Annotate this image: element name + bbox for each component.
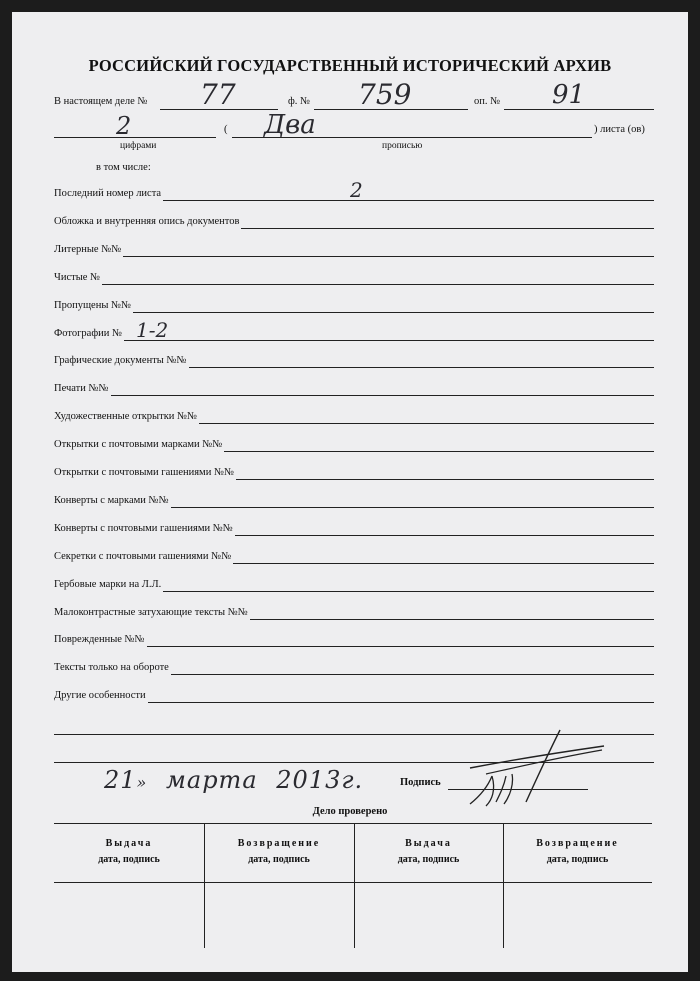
sheets-digits-line [54,137,216,138]
sheets-digits-value: 2 [116,112,132,140]
field-label: Конверты с марками №№ [54,495,169,506]
table-column-title: Возвращение [536,838,619,849]
sheets-words-value: Два [264,110,316,140]
table-column-subtitle: дата, подпись [397,854,460,865]
field-line [148,702,654,703]
field-label: Тексты только на обороте [54,662,169,673]
table-column-subtitle: дата, подпись [546,854,609,865]
field-label: Поврежденные №№ [54,634,145,645]
case-checked-label: Дело проверено [312,806,388,817]
table-column-title: Выдача [405,838,452,849]
field-label: Другие особенности [54,690,146,701]
case-number-label: В настоящем деле № [54,96,148,107]
date-year: 2013г. [276,766,364,794]
opis-label: оп. № [474,96,501,107]
field-value: 2 [350,178,363,202]
field-line [171,507,654,508]
date-month: марта [165,766,258,794]
field-line [241,228,654,229]
digits-caption: цифрами [120,141,157,151]
signature-scribble-icon [452,724,612,808]
words-caption: прописью [382,141,423,151]
field-line [124,340,654,341]
field-line [224,451,654,452]
field-line [236,479,654,480]
field-label: Гербовые марки на Л.Л. [54,579,162,590]
fond-value: 759 [358,78,412,111]
field-line [111,395,654,396]
table-column-title: Выдача [105,838,153,849]
date-value: 21» марта 2013г. [104,766,364,794]
field-line [163,591,654,592]
table-header-border [54,882,652,883]
including-label: в том числе: [96,162,151,173]
table-column-title: Возвращение [237,838,321,849]
field-label: Чистые № [54,272,101,283]
field-label: Секретки с почтовыми гашениями №№ [54,551,232,562]
field-line [250,619,654,620]
field-line [233,563,654,564]
field-label: Открытки с почтовыми марками №№ [54,439,223,450]
opis-value: 91 [552,80,586,110]
field-line [199,423,654,424]
table-column-subtitle: дата, подпись [248,854,310,865]
case-number-value: 77 [200,78,236,111]
field-label: Малоконтрастные затухающие тексты №№ [54,607,248,618]
field-line [123,256,654,257]
field-line [133,312,654,313]
field-label: Литерные №№ [54,244,122,255]
field-label: Обложка и внутренняя опись документов [54,216,240,227]
fond-label: ф. № [288,96,311,107]
table-top-border [54,823,652,824]
open-paren: ( [224,124,228,135]
field-line [163,200,654,201]
date-day: 21 [104,766,137,794]
field-line [147,646,654,647]
field-label: Пропущены №№ [54,300,132,311]
archive-form-sheet [12,12,688,972]
field-label: Открытки с почтовыми гашениями №№ [54,467,234,478]
field-label: Последний номер листа [54,188,162,199]
field-line [171,674,654,675]
signature-label: Подпись [400,777,441,788]
field-label: Графические документы №№ [54,355,187,366]
field-label: Фотографии № [54,328,123,339]
field-line [189,367,654,368]
sheets-suffix: ) листа (ов) [594,124,645,135]
field-label: Художественные открытки №№ [54,411,198,422]
field-label: Печати №№ [54,383,109,394]
field-line [235,535,654,536]
table-column-subtitle: дата, подпись [98,854,160,865]
page-title: РОССИЙСКИЙ ГОСУДАРСТВЕННЫЙ ИСТОРИЧЕСКИЙ АРХИВ [88,56,612,75]
field-label: Конверты с почтовыми гашениями №№ [54,523,233,534]
field-line [102,284,654,285]
field-value: 1-2 [136,318,169,342]
